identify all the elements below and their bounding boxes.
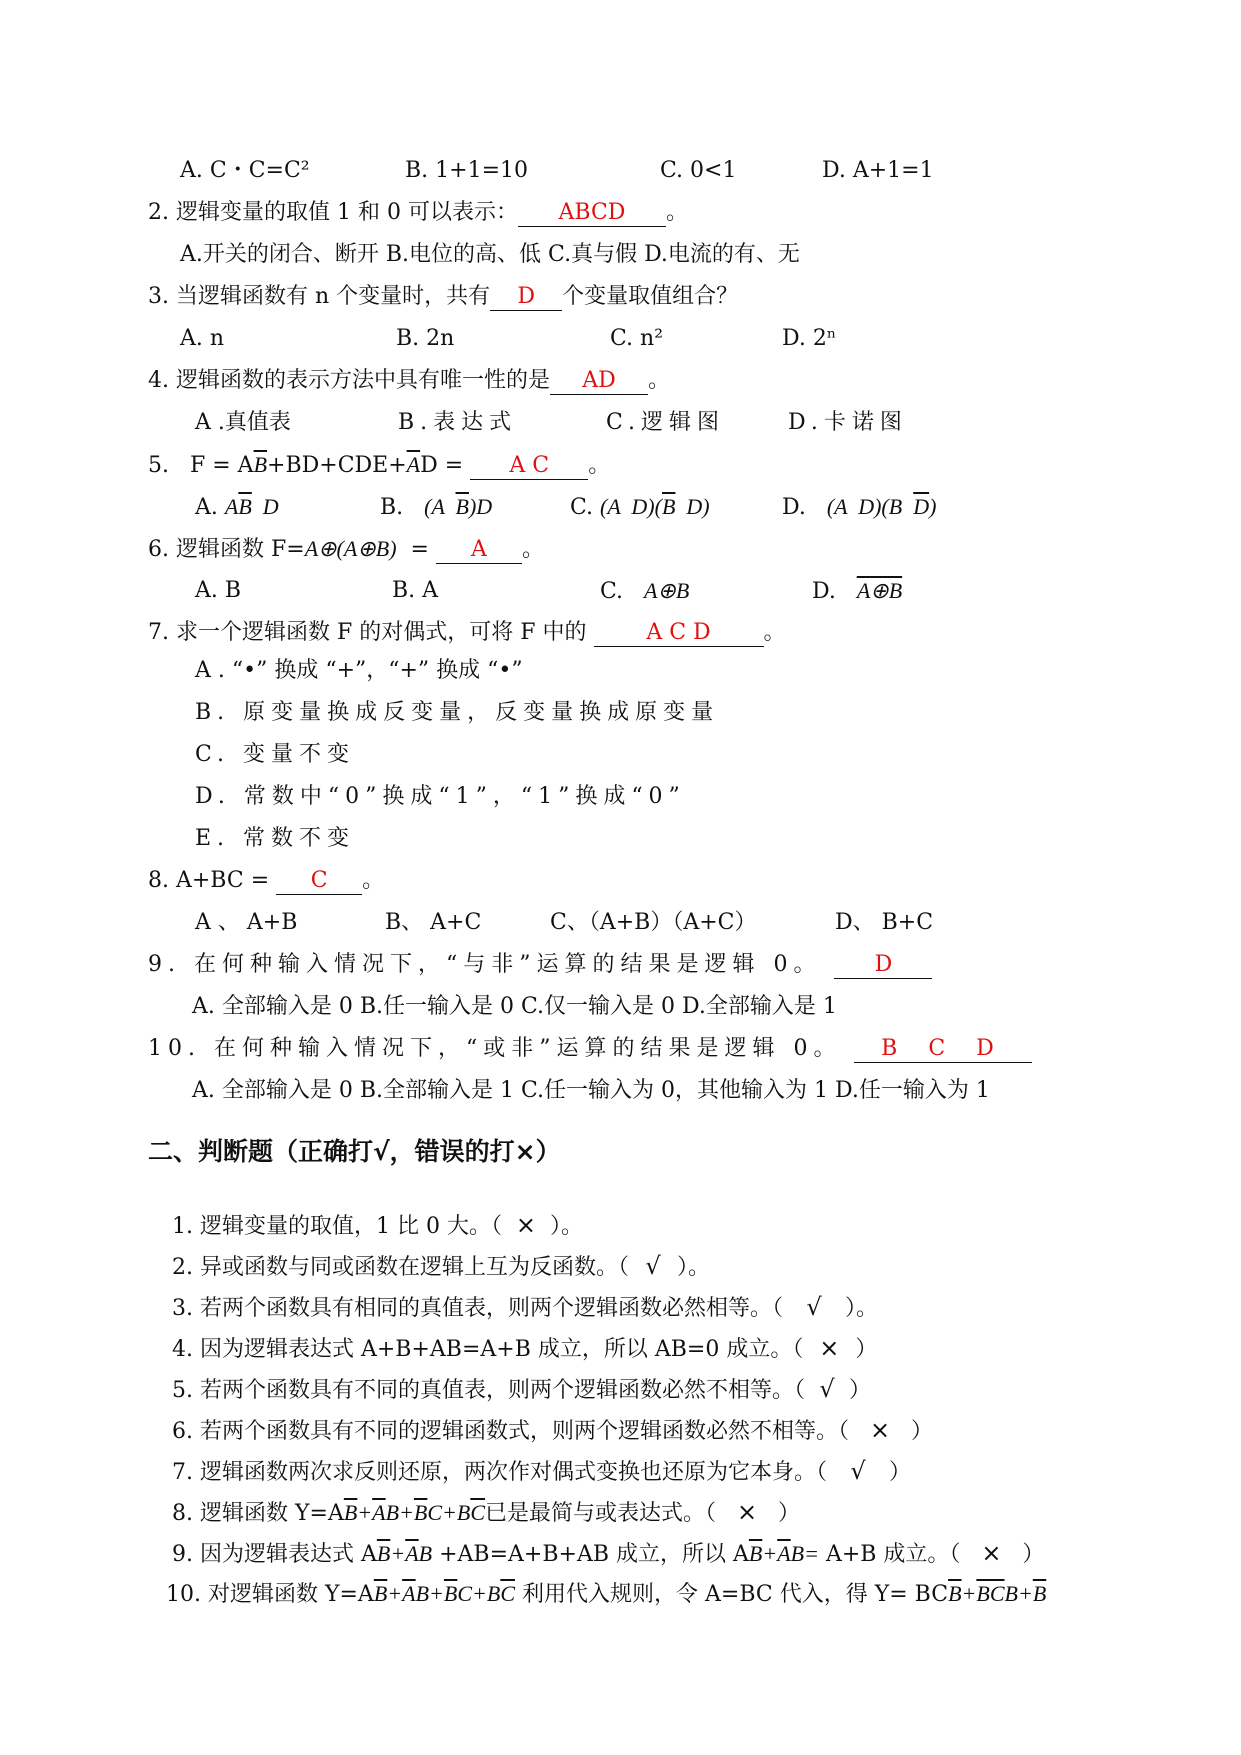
q4-option-c: C.逻辑图 — [606, 410, 726, 435]
q7-answer: A C D — [594, 620, 764, 647]
q5-option-b-label: B. — [380, 495, 404, 520]
q6-line: 6. 逻辑函数 F=A⊕(A⊕B) = A 。 — [148, 536, 544, 562]
q5-number: 5. — [148, 453, 169, 478]
q6-stem: 6. 逻辑函数 F= — [148, 537, 305, 562]
q1-option-b: B. 1+1=10 — [405, 158, 529, 183]
q3-stem: 3. 当逻辑函数有 n 个变量时，共有 — [148, 284, 491, 309]
tf-8-formula: $\overline{B}+\overline{A}B+\overline{B}C+B\overline{C}$ — [343, 1500, 486, 1525]
q5-option-d-label: D. — [782, 495, 806, 520]
q4-option-a: A .真值表 — [195, 410, 291, 435]
q5-option-d-formula: (A D)(B $\overline{D}$) — [826, 494, 937, 519]
q3-answer: D — [490, 284, 562, 311]
q5-option-c-formula: (A $D)(\overline{B}$ D) — [600, 494, 710, 519]
tf-9-end: ） — [1022, 1542, 1045, 1567]
q6-option-c-formula: A⊕B — [644, 578, 690, 603]
tf-3-end: ）。 — [845, 1296, 879, 1321]
q7-line — [148, 618, 786, 648]
tf-8-number: 8. — [172, 1501, 193, 1526]
tf-10-formula-1: $\overline{B}+\overline{A}B+\overline{B}C+B\overline{C}$ — [373, 1581, 515, 1606]
q6-end: 。 — [521, 537, 544, 562]
q5-option-b — [380, 492, 492, 523]
q2-stem: 2. 逻辑变量的取值 1 和 0 可以表示： — [148, 200, 518, 225]
tf-9-formula-1: $\overline{B}+\overline{A}B$ — [376, 1541, 433, 1566]
tf-item-8 — [172, 1497, 800, 1529]
q1-option-a: A. C・C=C² — [180, 158, 310, 183]
tf-9-post: A+B 成立。（ — [825, 1542, 961, 1567]
section-title: 二、判断题（正确打√，错误的打×） — [148, 1137, 561, 1166]
tf-item-10 — [166, 1579, 1046, 1610]
check-mark-icon: √ — [850, 1457, 866, 1485]
cross-mark-icon: × — [515, 1211, 537, 1239]
tf-7-end: ） — [889, 1460, 912, 1485]
q5-answer: A C — [470, 453, 588, 480]
q3-option-b: B. 2n — [396, 326, 455, 351]
q3-option-a: A. n — [180, 326, 225, 351]
cross-mark-icon: × — [819, 1334, 840, 1362]
cross-mark-icon: × — [736, 1498, 758, 1526]
q5-option-a-formula: $A\overline{B}$ D — [224, 494, 279, 519]
q6-option-d-label: D. — [812, 579, 836, 604]
tf-4-end: ） — [855, 1337, 878, 1362]
q4-option-d: D.卡诺图 — [788, 410, 908, 435]
q3-end: 个变量取值组合？ — [562, 284, 739, 309]
q10-options: A. 全部输入是 0 B.全部输入是 1 C.任一输入为 0，其他输入为 1 D.任一输入为 1 — [192, 1078, 990, 1103]
q7-option-b: B. 原变量换成反变量，反变量换成原变量 — [195, 700, 720, 725]
q5-option-c — [570, 492, 710, 523]
cross-mark-icon: × — [981, 1539, 1002, 1567]
q6-option-d-formula: A⊕B — [856, 578, 903, 603]
tf-item-4 — [172, 1333, 877, 1365]
q8-line — [148, 866, 384, 896]
q2-end: 。 — [665, 200, 688, 225]
q7-end: 。 — [763, 620, 786, 645]
q5-line — [148, 450, 610, 481]
q10-stem: 10. 在何种输入情况下，“或非”运算的结果是逻辑 0。 — [148, 1036, 842, 1061]
tf-item-9 — [172, 1538, 1044, 1570]
tf-5-text: 5. 若两个函数具有不同的真值表，则两个逻辑函数必然不相等。（ — [172, 1378, 805, 1403]
q2-options: A.开关的闭合、断开 B.电位的高、低 C.真与假 D.电流的有、无 — [180, 242, 800, 267]
q8-end: 。 — [362, 868, 385, 893]
tf-8-post: 已是最简与或表达式。（ — [485, 1501, 717, 1526]
tf-item-5 — [172, 1374, 871, 1406]
tf-2-text: 2. 异或函数与同或函数在逻辑上互为反函数。（ — [172, 1255, 629, 1280]
check-mark-icon: √ — [645, 1252, 661, 1280]
q7-option-a: A . “•” 换成 “+”，“+” 换成 “•” — [195, 658, 523, 683]
q5-option-a — [195, 492, 279, 523]
q9-line — [148, 950, 932, 980]
q9-stem: 9. 在何种输入情况下，“与非”运算的结果是逻辑 0。 — [148, 952, 822, 977]
q4-answer: AD — [550, 368, 648, 395]
tf-5-end: ） — [849, 1378, 872, 1403]
tf-3-text: 3. 若两个函数具有相同的真值表，则两个逻辑函数必然相等。（ — [172, 1296, 783, 1321]
q4-stem: 4. 逻辑函数的表示方法中具有唯一性的是 — [148, 368, 550, 393]
q1-option-c: C. 0<1 — [660, 158, 737, 183]
q5-end: 。 — [588, 453, 611, 478]
q6-option-a: A. B — [195, 578, 242, 603]
q8-stem: 8. A+BC = — [148, 868, 270, 893]
tf-item-2 — [172, 1251, 710, 1283]
tf-item-7 — [172, 1456, 911, 1488]
tf-1-end: ）。 — [549, 1214, 583, 1239]
tf-10-formula-2: $\overline{B}+\overline{BC}B+\overline{B}$ — [948, 1581, 1047, 1606]
tf-6-text: 6. 若两个函数具有不同的逻辑函数式，则两个逻辑函数必然不相等。（ — [172, 1419, 849, 1444]
tf-item-3 — [172, 1292, 878, 1324]
check-mark-icon: √ — [819, 1375, 835, 1403]
tf-8-end: ） — [778, 1501, 801, 1526]
q6-option-c — [600, 576, 689, 607]
q3-option-d: D. 2ⁿ — [782, 326, 837, 351]
tf-6-end: ） — [911, 1419, 934, 1444]
q5-option-a-label: A. — [195, 495, 218, 520]
q6-answer: A — [436, 537, 522, 564]
tf-item-6 — [172, 1415, 933, 1447]
q8-option-a: A 、 A+B — [195, 910, 298, 935]
q9-options: A. 全部输入是 0 B.任一输入是 0 C.仅一输入是 0 D.全部输入是 1 — [192, 994, 837, 1019]
q7-option-d: D. 常数中“0”换成“1”，“1”换成“0” — [195, 784, 686, 809]
check-mark-icon: √ — [806, 1293, 822, 1321]
tf-9-formula-2: $\overline{B}+\overline{A}B=$ — [748, 1541, 819, 1566]
q6-option-b: B. A — [392, 578, 439, 603]
q4-option-b: B.表达式 — [398, 410, 518, 435]
q2-answer: ABCD — [518, 200, 666, 227]
tf-2-end: ）。 — [677, 1255, 711, 1280]
tf-10-mid: 利用代入规则，令 A=BC 代入，得 Y= BC — [522, 1582, 949, 1607]
q6-expression: A⊕(A⊕B) — [304, 536, 397, 561]
q8-option-b: B、 A+C — [385, 910, 482, 935]
q10-answer: B C D — [854, 1036, 1032, 1063]
q7-stem: 7. 求一个逻辑函数 F 的对偶式，可将 F 中的 — [148, 620, 587, 645]
q10-line — [148, 1034, 1032, 1064]
q5-expression: $F = A\overline{B}+BD+CDE+\overline{A}D$ = — [176, 452, 464, 478]
q7-option-c: C. 变量不变 — [195, 742, 356, 767]
q6-option-c-label: C. — [600, 579, 624, 604]
tf-9-pre: 9. 因为逻辑表达式 A — [172, 1542, 377, 1567]
q5-option-b-formula: (A $\overline{B})D$ — [424, 494, 493, 519]
cross-mark-icon: × — [869, 1416, 891, 1444]
tf-8-pre: 逻辑函数 Y=A — [200, 1501, 344, 1526]
tf-7-text: 7. 逻辑函数两次求反则还原，两次作对偶式变换也还原为它本身。（ — [172, 1460, 827, 1485]
q7-option-e: E. 常数不变 — [195, 826, 356, 851]
tf-9-mid: +AB=A+B+AB 成立，所以 A — [439, 1542, 749, 1567]
q1-option-d: D. A+1=1 — [822, 158, 934, 183]
tf-item-1 — [172, 1210, 583, 1242]
q5-option-c-label: C. — [570, 495, 594, 520]
tf-10-pre: 10. 对逻辑函数 Y=A — [166, 1582, 374, 1607]
q8-option-c: C、（A+B）（A+C） — [550, 910, 757, 935]
tf-4-text: 4. 因为逻辑表达式 A+B+AB=A+B 成立，所以 AB=0 成立。（ — [172, 1337, 804, 1362]
q9-answer: D — [834, 952, 932, 979]
q5-option-d — [782, 492, 936, 523]
q3-option-c: C. n² — [610, 326, 664, 351]
q8-option-d: D、 B+C — [835, 910, 934, 935]
q4-line — [148, 366, 670, 396]
q8-answer: C — [276, 868, 362, 895]
tf-1-text: 1. 逻辑变量的取值，1 比 0 大。（ — [172, 1214, 502, 1239]
q3-line — [148, 282, 738, 312]
q6-option-d — [812, 576, 902, 607]
q2-line — [148, 198, 688, 228]
q4-end: 。 — [648, 368, 671, 393]
